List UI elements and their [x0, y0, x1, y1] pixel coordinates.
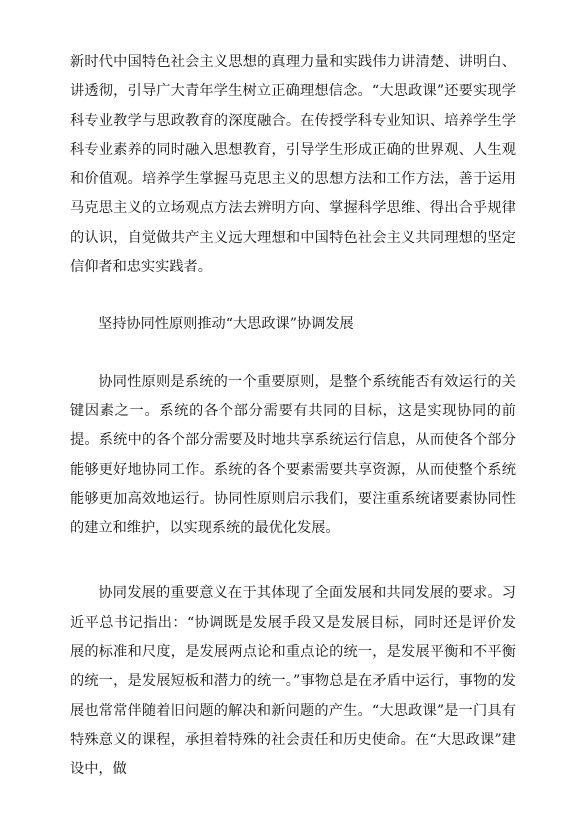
paragraph-spacer: [70, 543, 516, 579]
paragraph-spacer: [70, 340, 516, 368]
paragraph-continuation: 新时代中国特色社会主义思想的真理力量和实践伟力讲清楚、讲明白、讲透彻，引导广大青年学生树立正确理想信念。“大思政课”还要实现学科专业教学与思政教育的深度融合。在传授学科专业知识、培养学生学科专业素养的同时融入思想教育，引导学生形成正确的世界观、人生观和价值观。培养学生掌握马克思主义的思想方法和工作方法，善于运用马克思主义的立场观点方法去辨明方向、掌握科学思维、得出合乎规律的认识，自觉做共产主义远大理想和中国特色社会主义共同理想的坚定信仰者和忠实实践者。: [70, 54, 516, 276]
document-page: [70, 48, 516, 785]
paragraph-coordinated-development: 协同发展的重要意义在于其体现了全面发展和共同发展的要求。习近平总书记指出：“协调既是发展手段又是发展目标，同时还是评价发展的标准和尺度，是发展两点论和重点论的统一，是发展平衡和不平衡的统一，是发展短板和潜力的统一。”事物总是在矛盾中运行，事物的发展也常常伴随着旧问题的解决和新问题的产生。“大思政课”是一门具有特殊意义的课程，承担着特殊的社会责任和历史使命。在“大思政课”建设中，做: [70, 585, 516, 778]
paragraph-spacer: [70, 282, 516, 310]
section-heading: 坚持协同性原则推动“大思政课”协调发展: [98, 316, 354, 333]
paragraph-coordination-principle: 协同性原则是系统的一个重要原则，是整个系统能否有效运行的关键因素之一。系统的各个部分需要有共同的目标，这是实现协同的前提。系统中的各个部分需要及时地共享系统运行信息，从而使各个部分能够更好地协同工作。系统的各个要素需要共享资源，从而使整个系统能够更加高效地运行。协同性原则启示我们，要注重系统诸要素协同性的建立和维护，以实现系统的最优化发展。: [70, 373, 516, 537]
